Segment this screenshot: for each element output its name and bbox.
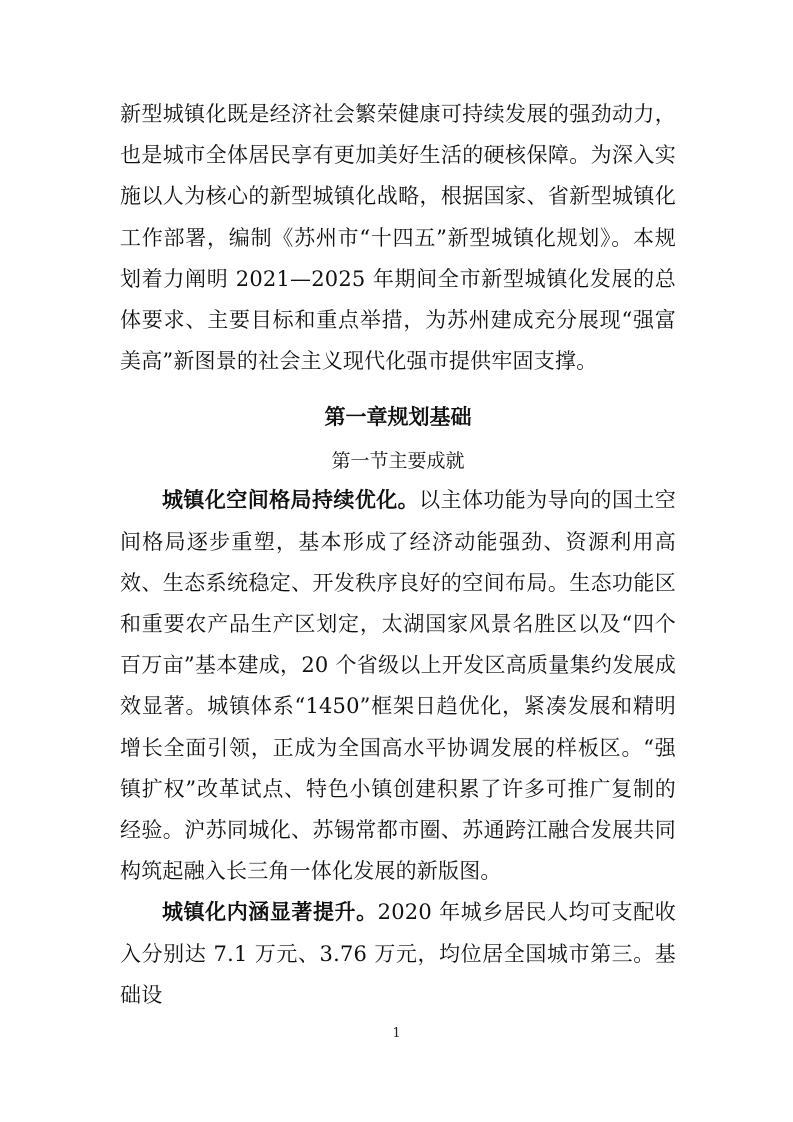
paragraph-lead: 城镇化空间格局持续优化。	[162, 488, 420, 513]
chapter-title: 第一章规划基础	[324, 405, 472, 430]
paragraph-lead: 城镇化内涵显著提升。	[162, 900, 378, 925]
paragraph-text: 2020 年城乡居民人均可支配收入分别达 7.1 万元、3.76 万元，均位居全国城市第三。基础设	[120, 900, 676, 1007]
intro-paragraph: 新型城镇化既是经济社会繁荣健康可持续发展的强劲动力，也是城市全体居民享有更加美好生活的硬核保障。为深入实施以人为核心的新型城镇化战略，根据国家、省新型城镇化工作部署，编制《苏州市“十四五”新型城镇化规划》。本规划着力阐明 2021—2025 年期间全市新型城镇化发展的总体要求、主要目标和重点举措，为苏州建成充分展现“强富美高”新图景的社会主义现代化强市提供牢固支撑。	[120, 102, 676, 374]
body-paragraph	[120, 892, 676, 1016]
body-paragraph	[120, 480, 676, 892]
section-title: 第一节主要成就	[331, 450, 465, 473]
page-content	[120, 94, 676, 1016]
paragraph-text: 以主体功能为导向的国土空间格局逐步重塑，基本形成了经济动能强劲、资源利用高效、生态系统稳定、开发秩序良好的空间布局。生态功能区和重要农产品生产区划定，太湖国家风景名胜区以及“四个百万亩”基本建成，20 个省级以上开发区高质量集约发展成效显著。城镇体系“1450”框架日趋优化，紧凑发展和精明增长全面引领，正成为全国高水平协调发展的样板区。“强镇扩权”改革试点、特色小镇创建积累了许多可推广复制的经验。沪苏同城化、苏锡常都市圈、苏通跨江融合发展共同构筑起融入长三角一体化发展的新版图。	[120, 488, 676, 884]
page-number: 1	[392, 1026, 401, 1041]
